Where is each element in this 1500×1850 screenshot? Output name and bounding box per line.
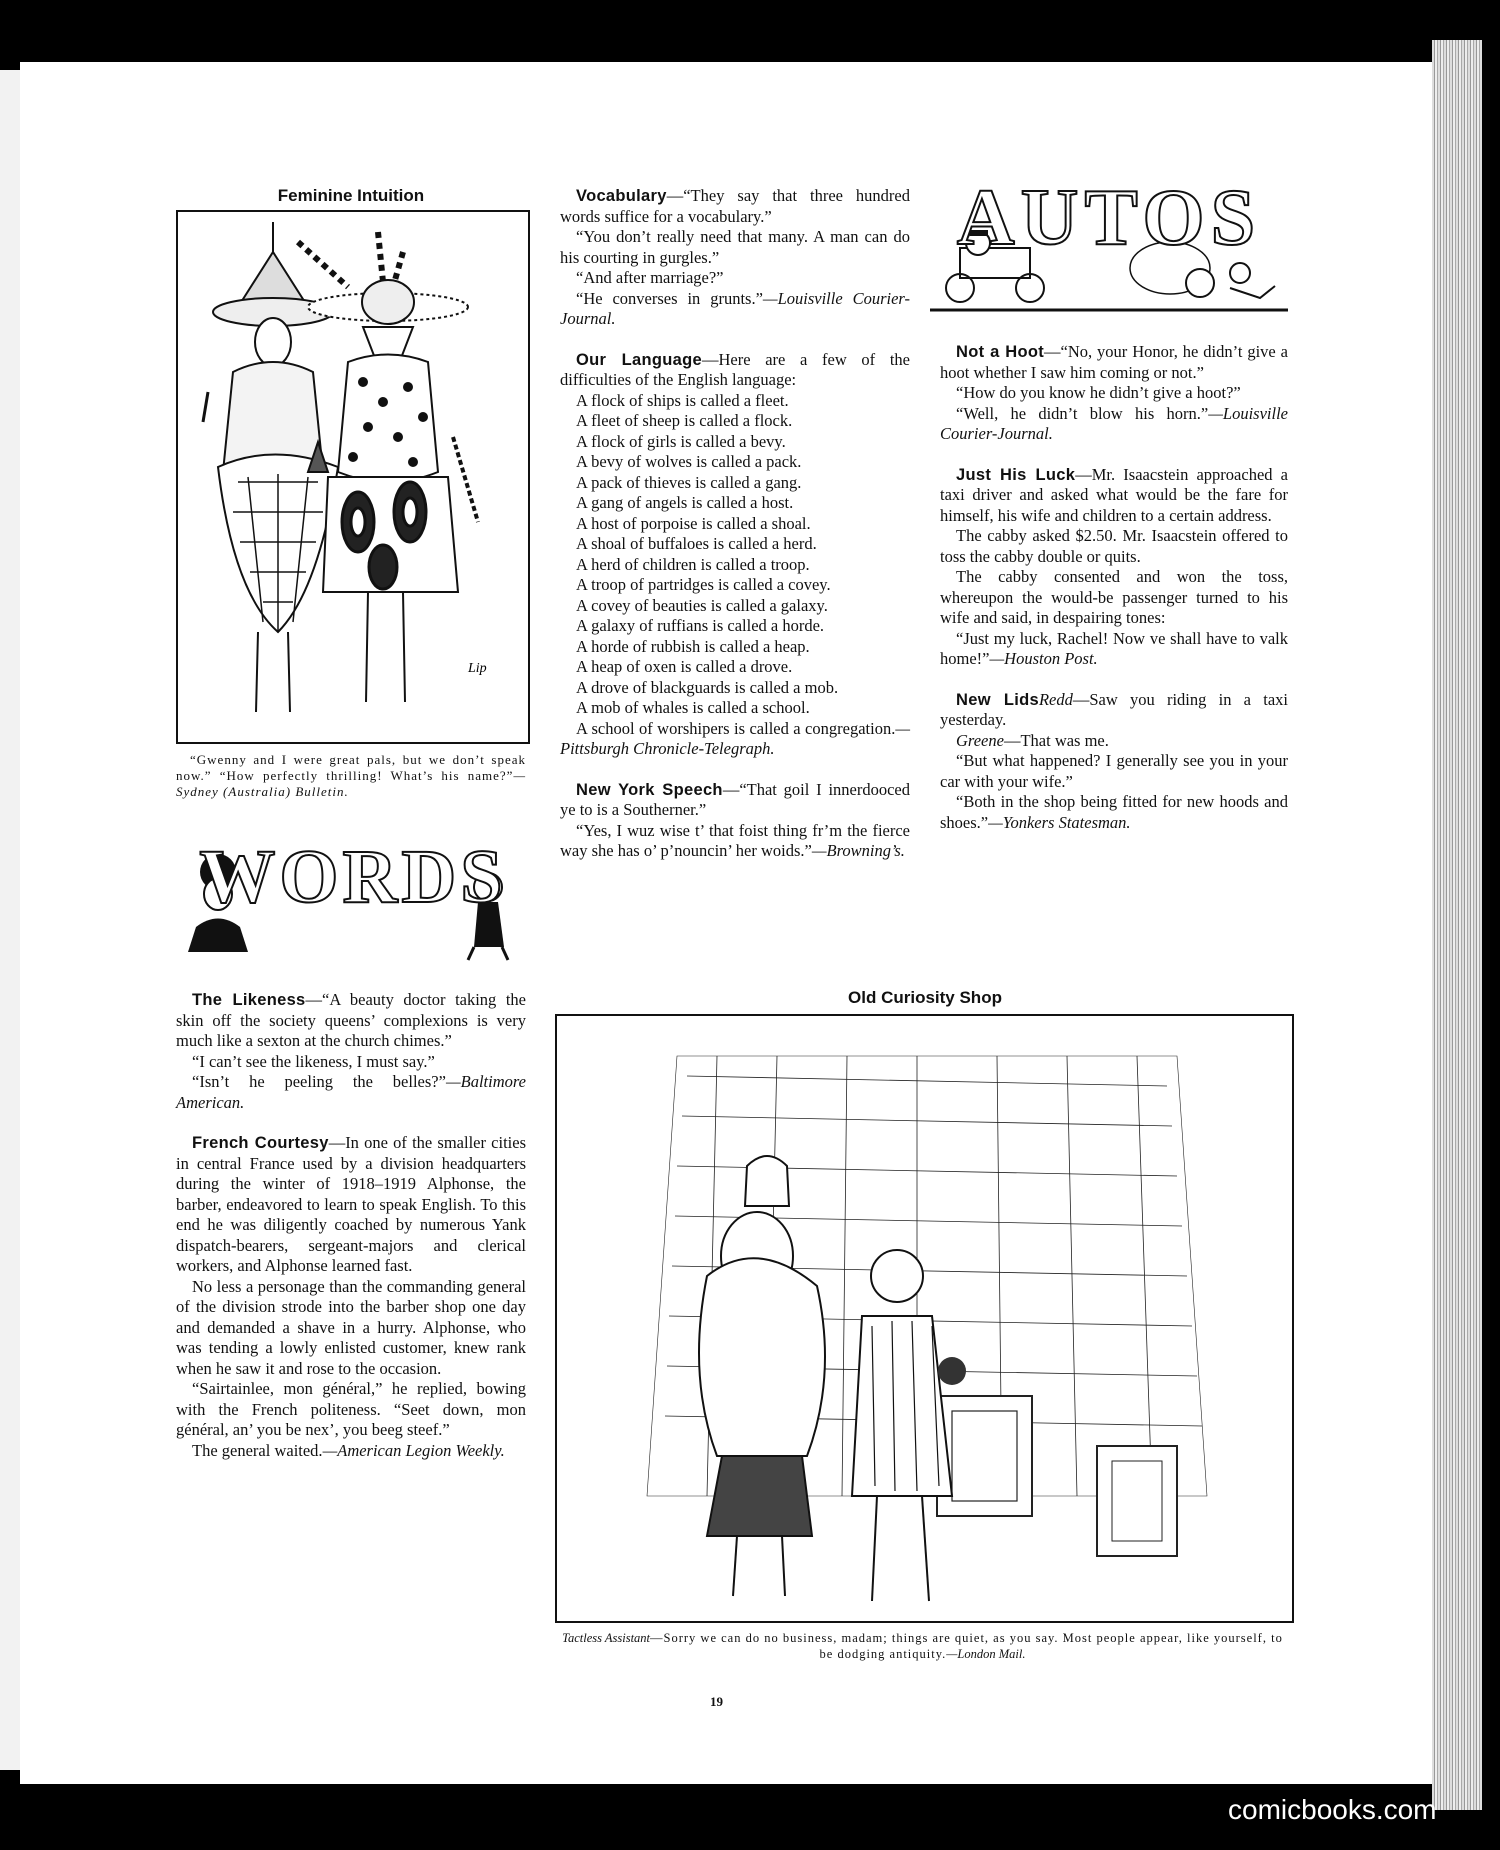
- left-column: [176, 990, 526, 1461]
- language-line: A flock of ships is called a fleet.: [576, 390, 789, 410]
- shop-scene-drawing: [557, 1016, 1292, 1621]
- lids-speaker-2: Greene: [956, 730, 1004, 750]
- language-line: A mob of whales is called a school.: [576, 698, 810, 717]
- likeness-heading: The Likeness: [192, 991, 306, 1009]
- likeness-text-3: “Isn’t he peeling the belles?”: [192, 1072, 446, 1091]
- caption-source: —London Mail.: [946, 1647, 1026, 1661]
- lids-speaker-1: Redd: [1038, 689, 1073, 709]
- page-number: 19: [710, 1694, 723, 1709]
- feminine-intuition-title: Feminine Intuition: [277, 186, 425, 205]
- language-line: A pack of thieves is called a gang.: [576, 472, 802, 492]
- hoot-source: —Louisville Courier-Journal.: [940, 403, 1288, 443]
- language-source: — Pittsburgh Chronicle-Telegraph.: [560, 718, 910, 758]
- left-page-edge: [0, 70, 20, 1770]
- svg-text:Lip: Lip: [468, 661, 487, 676]
- feminine-intuition-illustration: [176, 210, 530, 744]
- curiosity-shop-illustration: [555, 1014, 1294, 1623]
- language-line: A covey of beauties is called a galaxy.: [576, 595, 828, 615]
- language-line: A bevy of wolves is called a pack.: [576, 452, 802, 471]
- language-intro: —Here are a few of the difficulties of the English language:: [560, 349, 910, 389]
- likeness-text-2: “I can’t see the likeness, I must say.”: [192, 1051, 435, 1071]
- vocabulary-text-3: “And after marriage?”: [576, 268, 724, 287]
- courtesy-text-4: The general waited.: [192, 1440, 323, 1460]
- courtesy-source: —American Legion Weekly.: [322, 1440, 505, 1460]
- ny-speech-text-1: —“That goil I innerdooced ye to is a Southerner.”: [560, 779, 910, 819]
- middle-column: [560, 186, 910, 862]
- caption-speaker: Tactless Assistant: [562, 1631, 651, 1645]
- caption-line-1: “Gwenny and I were great pals, but we don’t speak now.”: [176, 752, 526, 783]
- language-line: A troop of partridges is called a covey.: [576, 575, 831, 594]
- lids-text-1: —Saw you riding in a taxi yesterday.: [940, 689, 1288, 729]
- lids-text-4: “Both in the shop being fitted for new hoods and shoes.”: [940, 792, 1288, 832]
- vocabulary-text-1: —“They say that three hundred words suffice for a vocabulary.”: [560, 186, 910, 226]
- likeness-source: —Baltimore American.: [176, 1072, 526, 1112]
- words-heading-block: [178, 832, 528, 962]
- luck-text-2: The cabby asked $2.50. Mr. Isaacstein offered to toss the cabby double or quits.: [940, 526, 1288, 566]
- language-line: A flock of girls is called a bevy.: [576, 431, 786, 451]
- hoot-text-3: “Well, he didn’t blow his horn.”: [956, 403, 1209, 423]
- watermark: comicbooks.com: [1228, 1794, 1437, 1825]
- vocabulary-text-2: “You don’t really need that many. A man can do his courting in gurgles.”: [560, 227, 910, 267]
- caption-source: —Sydney (Australia) Bulletin.: [176, 768, 527, 799]
- autos-heading-block: [930, 174, 1288, 308]
- language-line: A herd of children is called a troop.: [576, 554, 810, 574]
- courtesy-text-3: “Sairtainlee, mon général,” he replied, bowing with the French politeness. “Seet down, mon général, an’ you be nex’, you beeg steef.”: [176, 1379, 526, 1439]
- lids-source: —Yonkers Statesman.: [988, 812, 1131, 832]
- language-line: A fleet of sheep is called a flock.: [576, 411, 793, 430]
- caption-line-2: “How perfectly thrilling! What’s his name?”: [219, 768, 514, 783]
- ny-speech-heading: New York Speech: [576, 780, 723, 799]
- luck-text-1: —Mr. Isaacstein approached a taxi driver and asked what would be the fare for himself, his wife and children to a certain address.: [940, 464, 1289, 525]
- luck-text-3: The cabby consented and won the toss, whereupon the would-be passenger turned to his wife and said, in despairing tones:: [940, 567, 1288, 627]
- language-line: A drove of blackguards is called a mob.: [576, 677, 839, 697]
- autos-heading: AUTOS: [956, 174, 1262, 262]
- luck-text-4: “Just my luck, Rachel! Now ve shall have to valk home!”: [940, 628, 1288, 668]
- hoot-text-2: “How do you know he didn’t give a hoot?”: [956, 383, 1241, 402]
- likeness-text-1: —“A beauty doctor taking the skin off the society queens’ complexions is very much like a sexton at the church chimes.”: [176, 990, 526, 1050]
- vocabulary-text-4: “He converses in grunts.”: [576, 288, 763, 308]
- vocabulary-source: —Louisville Courier-Journal.: [560, 288, 910, 328]
- language-line: A host of porpoise is called a shoal.: [576, 513, 811, 533]
- curiosity-shop-caption: [555, 1630, 1290, 1662]
- courtesy-text-1: —In one of the smaller cities in central France used by a division headquarters during the winter of 1918–1919 Alphonse, the barber, endeavored to learn to speak English. To this end he was diligently coached by numerous Yank dispatch-bearers, sergeant-majors and clerical workers, and Alphonse learned fast.: [176, 1133, 526, 1275]
- lids-heading: New Lids: [956, 690, 1039, 709]
- language-line: A galaxy of ruffians is called a horde.: [576, 616, 825, 635]
- ny-speech-text-2: “Yes, I wuz wise t’ that foist thing fr’m the fierce way she has o’ p’nouncin’ her woids.”: [560, 820, 910, 860]
- language-line: A gang of angels is called a host.: [576, 493, 794, 512]
- hoot-heading: Not a Hoot: [956, 343, 1045, 361]
- words-heading: WORDS: [199, 835, 507, 919]
- lids-text-2: —That was me.: [1003, 730, 1109, 750]
- vocabulary-heading: Vocabulary: [576, 187, 667, 205]
- two-women-drawing: [178, 212, 528, 742]
- curiosity-shop-title: Old Curiosity Shop: [848, 988, 1002, 1007]
- courtesy-text-2: No less a personage than the commanding general of the division strode into the barber shop one day and demanded a shave in a hurry. Alphonse, who was tending a lowly enlisted customer, knew rank when he saw it and rose to the occasion.: [176, 1276, 526, 1378]
- language-last: A school of worshipers is called a congregation.: [576, 718, 896, 738]
- right-column: [940, 342, 1288, 833]
- hoot-text-1: —“No, your Honor, he didn’t give a hoot whether I saw him coming or not.”: [940, 342, 1288, 382]
- caption-text: —Sorry we can do no business, madam; things are quiet, as you say. Most people appear, like yourself, to be dodging antiquity.: [650, 1631, 1283, 1661]
- language-line: A shoal of buffaloes is called a herd.: [576, 534, 817, 553]
- language-line: A horde of rubbish is called a heap.: [576, 636, 810, 656]
- ny-speech-source: —Browning’s.: [811, 841, 905, 860]
- courtesy-heading: French Courtesy: [192, 1134, 329, 1152]
- luck-source: —Houston Post.: [989, 649, 1098, 668]
- lids-text-3: “But what happened? I generally see you in your car with your wife.”: [940, 751, 1288, 791]
- language-heading: Our Language: [576, 350, 702, 369]
- language-line: A heap of oxen is called a drove.: [576, 657, 793, 676]
- book-page-stack: [1432, 40, 1482, 1810]
- feminine-intuition-caption: [176, 752, 526, 800]
- luck-heading: Just His Luck: [956, 465, 1076, 484]
